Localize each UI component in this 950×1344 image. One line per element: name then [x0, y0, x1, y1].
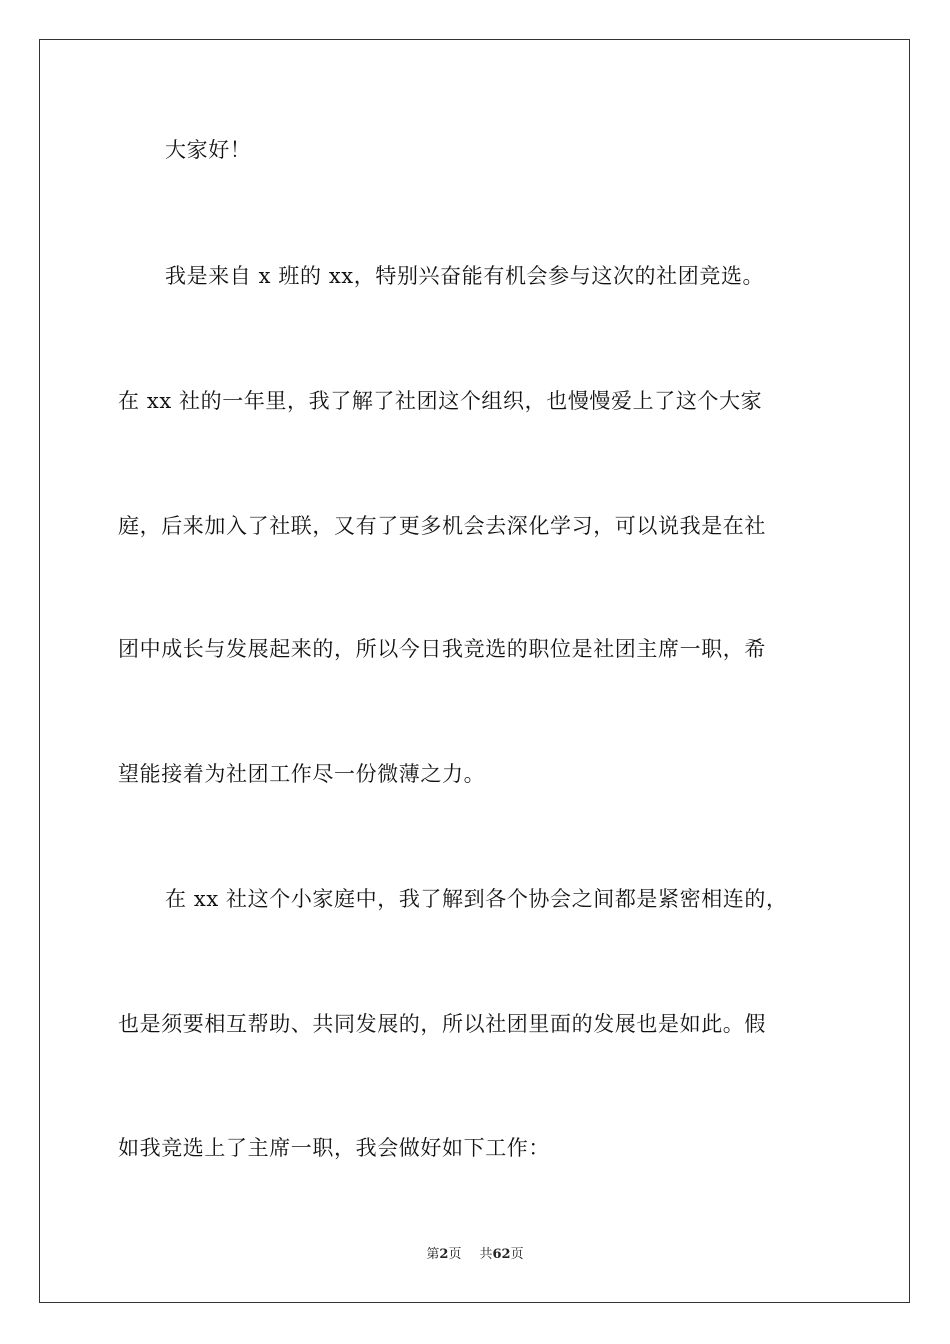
paragraph-2-line-1: 在 xx 社这个小家庭中，我了解到各个协会之间都是紧密相连的，: [165, 887, 788, 911]
page-prefix: 第: [426, 1247, 440, 1262]
total-suffix: 页: [510, 1247, 524, 1262]
paragraph-1-line-3: 庭，后来加入了社联，又有了更多机会去深化学习，可以说我是在社: [118, 514, 766, 538]
page-suffix: 页: [448, 1247, 462, 1262]
total-prefix: 共: [479, 1247, 493, 1262]
paragraph-2-line-2: 也是须要相互帮助、共同发展的，所以社团里面的发展也是如此。假: [118, 1012, 766, 1036]
page-number: 2: [439, 1247, 449, 1262]
paragraph-2-line-3: 如我竞选上了主席一职，我会做好如下工作：: [118, 1136, 550, 1160]
greeting-line: 大家好！: [165, 138, 252, 162]
page-footer: [0, 1246, 950, 1264]
total-pages: 62: [492, 1247, 511, 1262]
paragraph-1-line-1: 我是来自 x 班的 xx，特别兴奋能有机会参与这次的社团竞选。: [165, 264, 765, 288]
paragraph-1-line-4: 团中成长与发展起来的，所以今日我竞选的职位是社团主席一职，希: [118, 637, 766, 661]
paragraph-1-line-2: 在 xx 社的一年里，我了解了社团这个组织，也慢慢爱上了这个大家: [118, 389, 763, 413]
paragraph-1-line-5: 望能接着为社团工作尽一份微薄之力。: [118, 762, 486, 786]
page-frame: [39, 39, 910, 1303]
